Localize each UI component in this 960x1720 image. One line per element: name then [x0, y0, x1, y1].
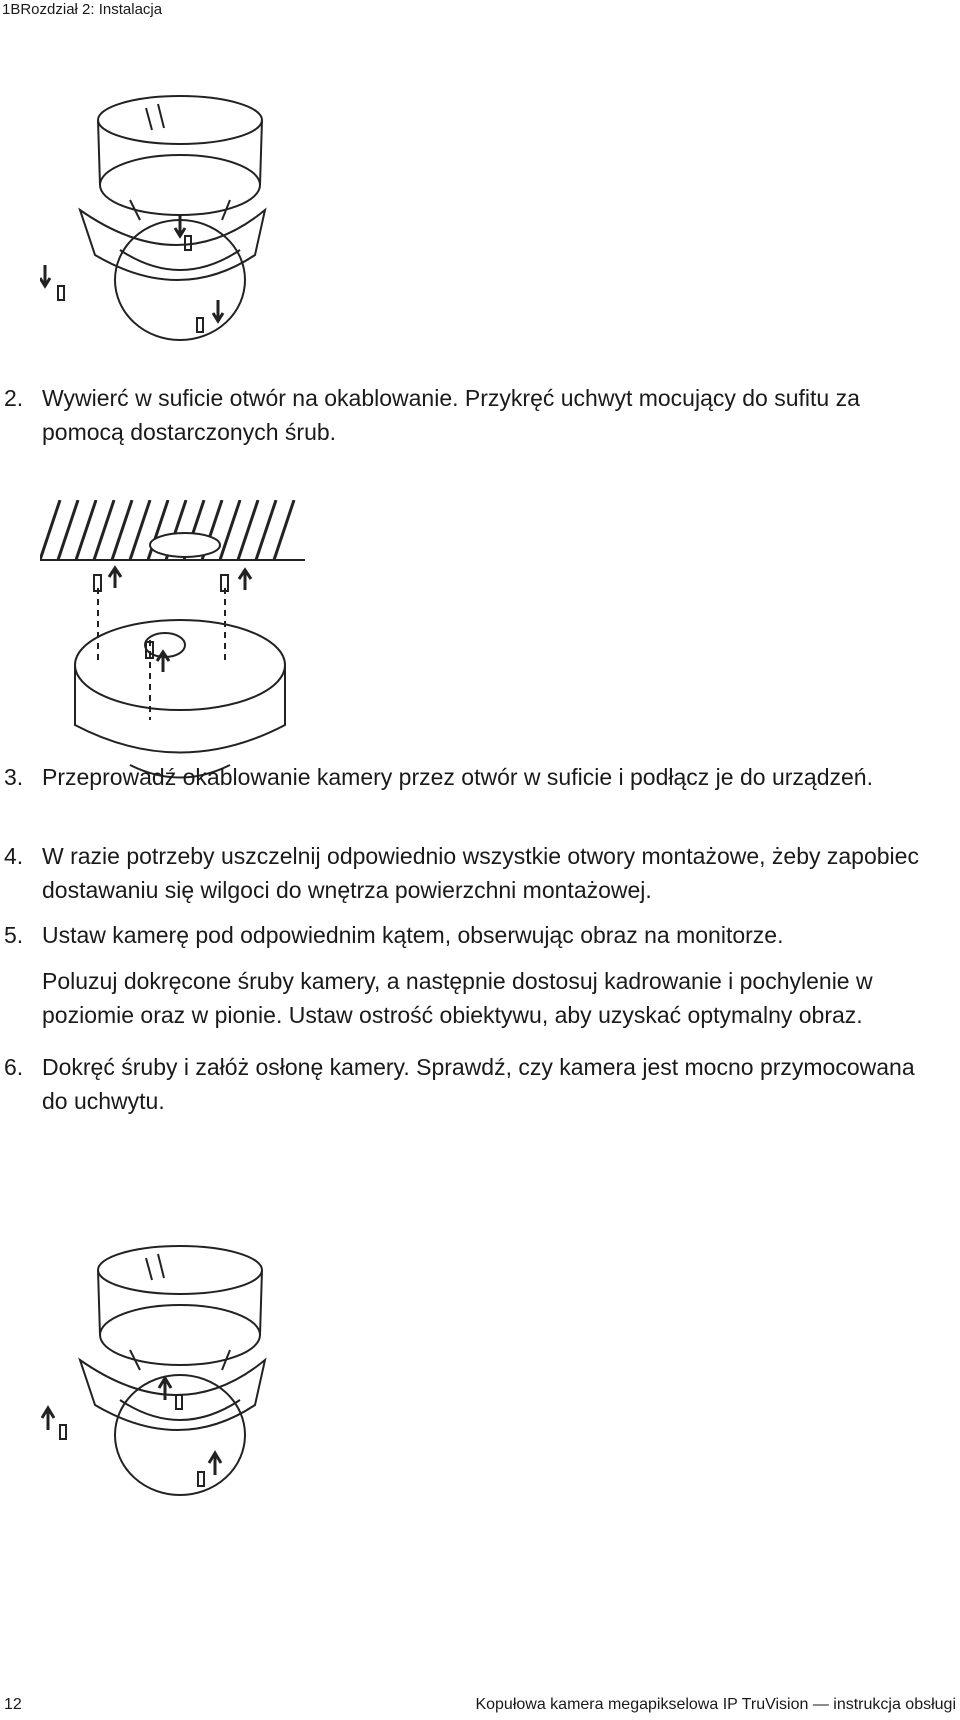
step-number: 5. — [4, 922, 24, 948]
camera-assembly-illustration — [40, 1240, 280, 1520]
page-number: 12 — [4, 1696, 22, 1713]
page-header: 1BRozdział 2: Instalacja — [2, 1, 163, 18]
step-text: W razie potrzeby uszczelnij odpowiednio wszystkie otwory montażowe, żeby zapobiec dostawaniu się wilgoci do wnętrza powierzchni montażowej. — [42, 843, 919, 903]
step-text: Ustaw kamerę pod odpowiednim kątem, obserwując obraz na monitorze. — [42, 922, 784, 948]
step-number: 3. — [4, 764, 24, 790]
footer-doc-title: Kopułowa kamera megapikselowa IP TruVision — instrukcja obsługi — [475, 1696, 956, 1713]
step-number: 4. — [4, 843, 24, 869]
step-text: Przeprowadź okablowanie kamery przez otwór w suficie i podłącz je do urządzeń. — [42, 764, 873, 790]
camera-disassembly-illustration — [40, 90, 280, 360]
step-number: 6. — [4, 1054, 24, 1080]
step-number: 2. — [4, 385, 24, 411]
step-text: Wywierć w suficie otwór na okablowanie. Przykręć uchwyt mocujący do sufitu za pomocą dostarczonych śrub. — [42, 385, 860, 445]
step-5-detail: Poluzuj dokręcone śruby kamery, a następnie dostosuj kadrowanie i pochylenie w poziomie oraz w pionie. Ustaw ostrość obiektywu, aby uzyskać optymalny obraz. — [42, 968, 873, 1028]
ceiling-mount-illustration — [40, 500, 320, 800]
step-text: Dokręć śruby i załóż osłonę kamery. Sprawdź, czy kamera jest mocno przymocowana do uchwytu. — [42, 1054, 915, 1114]
